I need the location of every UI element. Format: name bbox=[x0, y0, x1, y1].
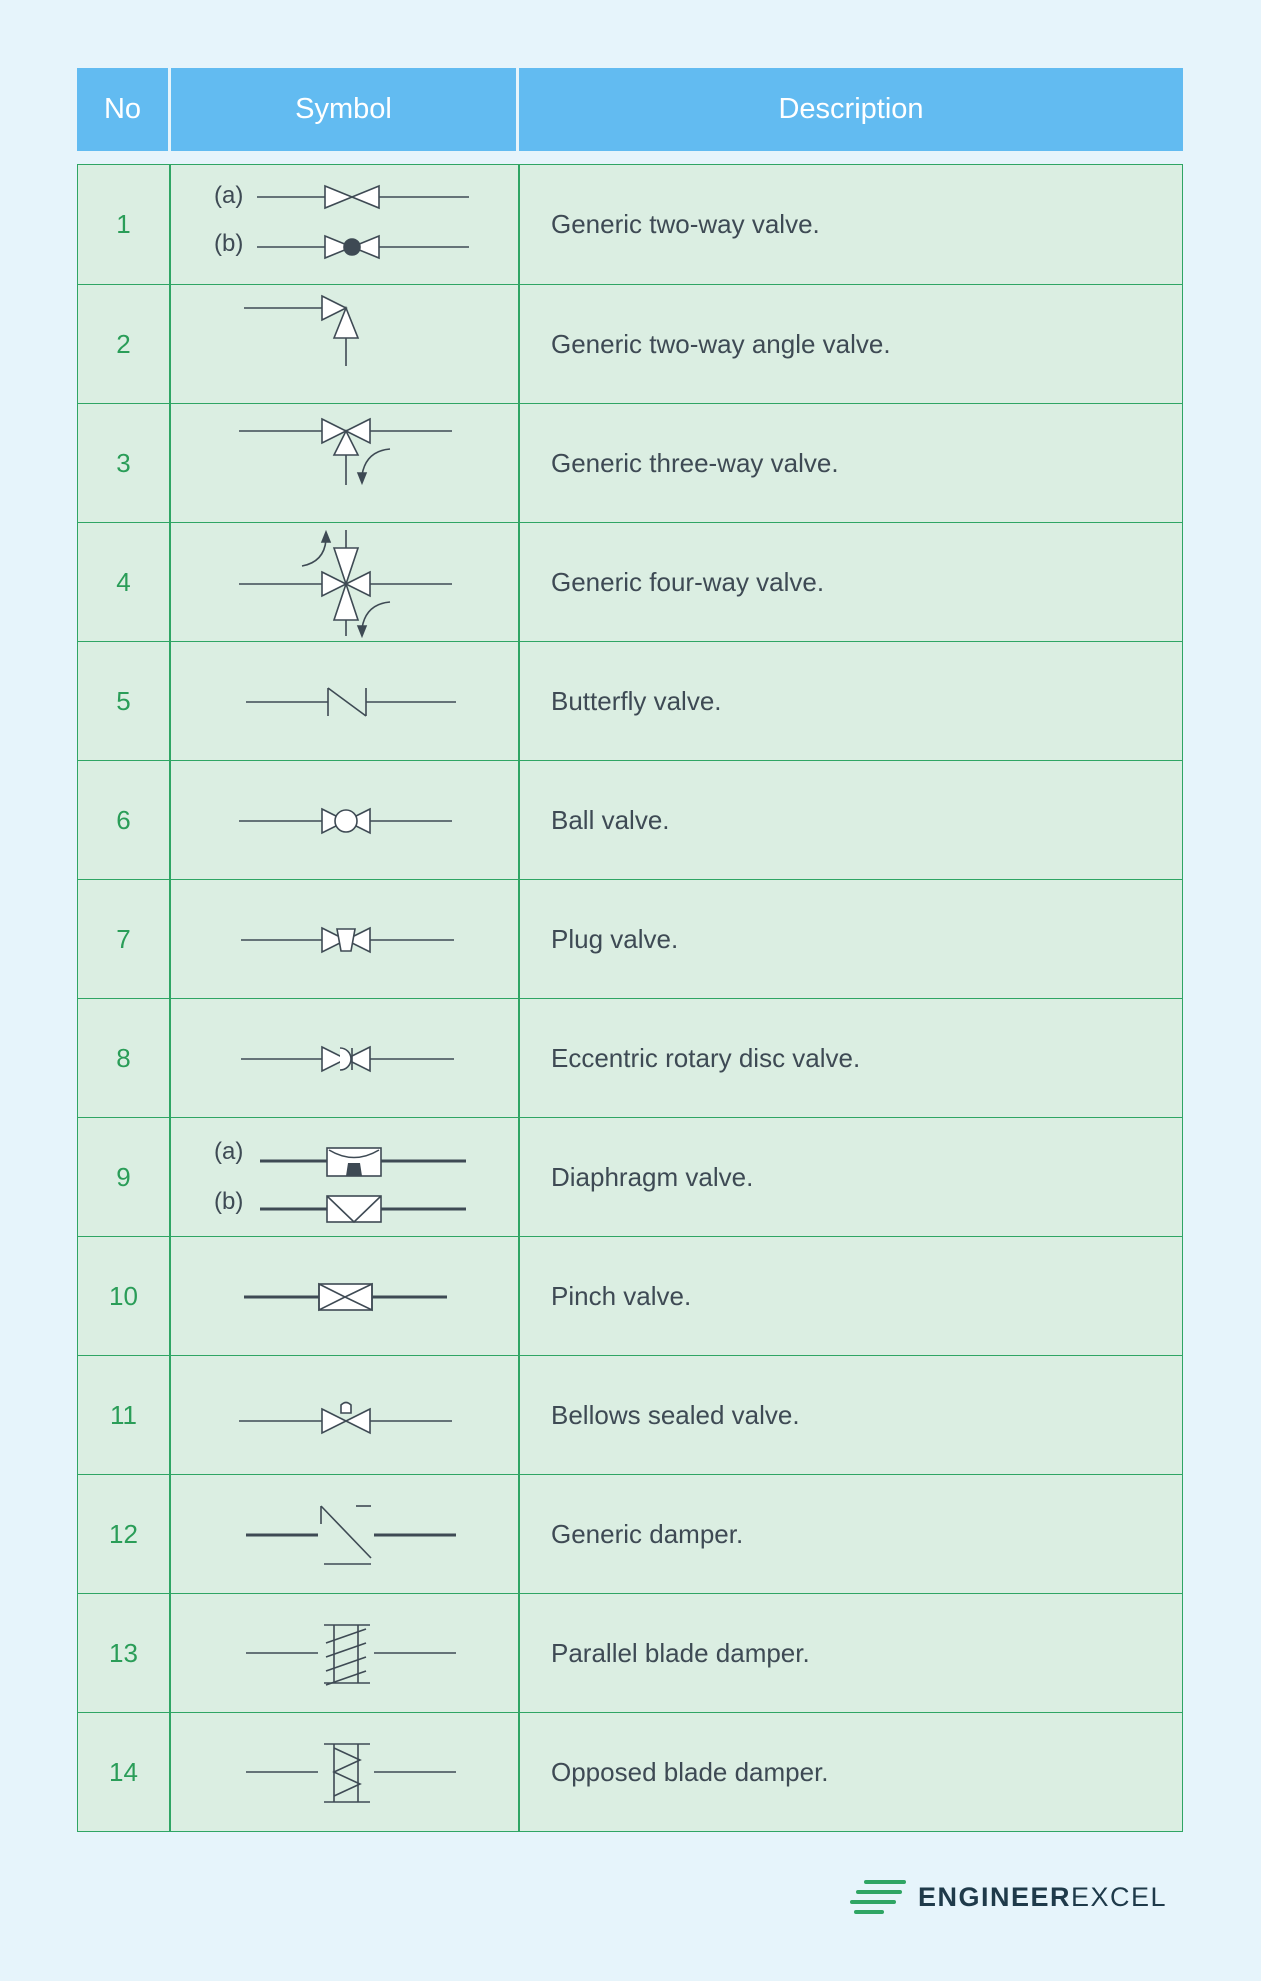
row-description: Diaphragm valve. bbox=[551, 1162, 754, 1192]
valve-symbol-table bbox=[77, 164, 1183, 1832]
bellows-sealed-valve-icon bbox=[170, 1356, 518, 1475]
two-way-valve-icon bbox=[170, 165, 518, 284]
opposed-blade-damper-icon bbox=[170, 1713, 518, 1832]
logo-light: EXCEL bbox=[1071, 1881, 1168, 1912]
row-number: 6 bbox=[116, 805, 131, 835]
row-number: 14 bbox=[109, 1757, 138, 1787]
row-description: Generic two-way angle valve. bbox=[551, 329, 891, 359]
row-number: 13 bbox=[109, 1638, 138, 1668]
row-number: 9 bbox=[116, 1162, 131, 1192]
row-description: Opposed blade damper. bbox=[551, 1757, 829, 1787]
angle-valve-icon bbox=[170, 285, 518, 404]
ball-valve-icon bbox=[170, 761, 518, 880]
speed-lines-icon bbox=[848, 1874, 908, 1920]
table-row bbox=[78, 1236, 1182, 1355]
table-row bbox=[78, 1474, 1182, 1593]
engineerexcel-logo bbox=[848, 1874, 1167, 1920]
row-number: 3 bbox=[116, 448, 131, 478]
row-number: 2 bbox=[116, 329, 131, 359]
table-row bbox=[78, 165, 1182, 284]
table-row bbox=[78, 760, 1182, 879]
row-description: Butterfly valve. bbox=[551, 686, 722, 716]
table-row bbox=[78, 1117, 1182, 1236]
row-number: 4 bbox=[116, 567, 131, 597]
variant-label: (a) bbox=[214, 181, 244, 209]
row-number: 7 bbox=[116, 924, 131, 954]
table-row bbox=[78, 1712, 1182, 1831]
row-description: Generic three-way valve. bbox=[551, 448, 839, 478]
plug-valve-icon bbox=[170, 880, 518, 999]
row-description: Bellows sealed valve. bbox=[551, 1400, 800, 1430]
table-row bbox=[78, 403, 1182, 522]
table-row bbox=[78, 998, 1182, 1117]
row-description: Pinch valve. bbox=[551, 1281, 692, 1311]
table-header bbox=[77, 68, 1183, 151]
generic-damper-icon bbox=[170, 1475, 518, 1594]
row-description: Generic four-way valve. bbox=[551, 567, 825, 597]
logo-wordmark bbox=[918, 1882, 1167, 1913]
row-number: 11 bbox=[110, 1400, 137, 1430]
four-way-valve-icon bbox=[170, 523, 518, 642]
row-number: 1 bbox=[116, 209, 131, 239]
table-row bbox=[78, 522, 1182, 641]
row-number: 5 bbox=[116, 686, 131, 716]
eccentric-rotary-disc-valve-icon bbox=[170, 999, 518, 1118]
row-number: 12 bbox=[109, 1519, 138, 1549]
row-description: Eccentric rotary disc valve. bbox=[551, 1043, 861, 1073]
butterfly-valve-icon bbox=[170, 642, 518, 761]
row-description: Parallel blade damper. bbox=[551, 1638, 810, 1668]
three-way-valve-icon bbox=[170, 404, 518, 523]
variant-label: (b) bbox=[214, 1187, 244, 1215]
row-description: Plug valve. bbox=[551, 924, 679, 954]
table-row bbox=[78, 641, 1182, 760]
variant-label: (b) bbox=[214, 229, 244, 257]
row-number: 10 bbox=[109, 1281, 138, 1311]
row-description: Ball valve. bbox=[551, 805, 670, 835]
header-description: Description bbox=[778, 93, 924, 125]
table-row bbox=[78, 284, 1182, 403]
parallel-blade-damper-icon bbox=[170, 1594, 518, 1713]
row-description: Generic two-way valve. bbox=[551, 209, 820, 239]
table-row bbox=[78, 1593, 1182, 1712]
variant-label: (a) bbox=[214, 1137, 244, 1165]
table-row bbox=[78, 1355, 1182, 1474]
row-description: Generic damper. bbox=[551, 1519, 744, 1549]
header-no: No bbox=[103, 93, 142, 125]
table-row bbox=[78, 879, 1182, 998]
row-number: 8 bbox=[116, 1043, 131, 1073]
diaphragm-valve-icon bbox=[170, 1118, 518, 1237]
header-symbol: Symbol bbox=[295, 93, 392, 125]
pinch-valve-icon bbox=[170, 1237, 518, 1356]
logo-bold: ENGINEER bbox=[918, 1881, 1072, 1912]
